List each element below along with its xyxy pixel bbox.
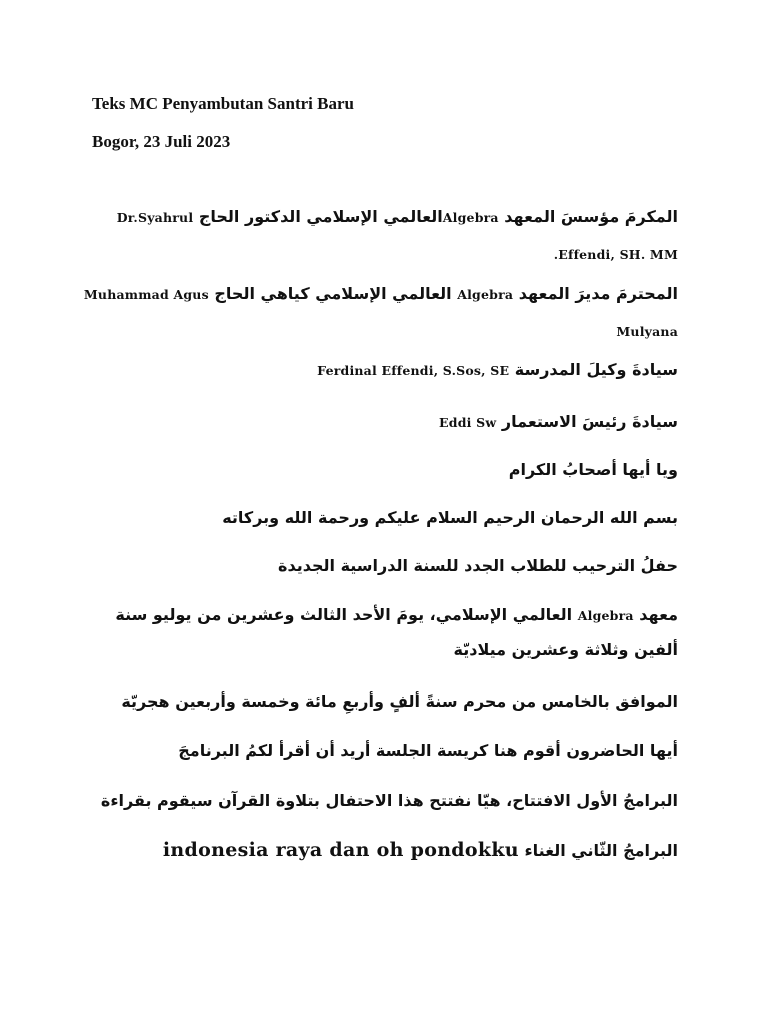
basmala-salam: بسم الله الرحمان الرحيم السلام عليكم ورحمة الله وبركاته [222, 508, 678, 527]
greeting-founder [80, 199, 678, 273]
director-name: Muhammad Agus Mulyana [83, 287, 678, 339]
greeting-founder-ar: المكرمَ مؤسسَ المعهد [498, 207, 678, 226]
greeting-audience: ويا أيها أصحابُ الكرام [508, 460, 678, 479]
event-title: حفلُ الترحيب للطلاب الجدد للسنة الدراسية الجديدة [278, 556, 678, 575]
greeting-director [80, 276, 678, 350]
event-date-gregorian [80, 598, 678, 667]
greeting-founder-ar-2: العالمي الإسلامي الدكتور الحاج [193, 207, 443, 226]
vice-name: Ferdinal Effendi, S.Sos, SE [317, 363, 510, 378]
program-one: البرامجُ الأول الافتتاح، هيّا نفتتح هذا الاحتفال بتلاوة القرآن سيقوم بقراءة [100, 791, 678, 810]
song-titles: indonesia raya dan oh pondokku [162, 839, 519, 861]
greeting-vice [80, 352, 678, 389]
founder-name: Dr.Syahrul Effendi, SH. MM. [116, 210, 678, 262]
date-line: Bogor, 23 Juli 2023 [92, 132, 231, 151]
institution-name: Algebra [442, 210, 499, 225]
program-two [80, 832, 678, 869]
institution-name: Algebra [577, 608, 634, 623]
greeting-chairman [80, 404, 678, 441]
program-two-ar: البرامجُ الثّاني الغناء [518, 841, 678, 860]
event-date-hijri: الموافق بالخامس من محرم سنةً ألفٍ وأربعِ مائة وخمسة وأربعين هجريّة [121, 692, 678, 711]
greeting-director-ar: المحترمَ مديرَ المعهد [513, 284, 678, 303]
greeting-director-ar-2: العالمي الإسلامي كياهي الحاج [208, 284, 458, 303]
chairman-name: Eddi Sw [439, 415, 497, 430]
document-title: Teks MC Penyambutan Santri Baru [92, 94, 354, 113]
greeting-vice-ar: سيادةَ وكيلَ المدرسة [509, 360, 678, 379]
event-date-ar: معهد [633, 605, 678, 624]
institution-name: Algebra [457, 287, 514, 302]
mc-introduction: أيها الحاضرون أقوم هنا كريسة الجلسة أريد أن أقرأ لكمُ البرنامجَ [178, 741, 678, 760]
greeting-chairman-ar: سيادةَ رئيسَ الاستعمار [496, 412, 678, 431]
event-date-ar-2: العالمي الإسلامي، يومَ الأحد الثالث وعشرين من يوليو سنة ألفين وثلاثة وعشرين ميلاديّة [115, 605, 678, 659]
